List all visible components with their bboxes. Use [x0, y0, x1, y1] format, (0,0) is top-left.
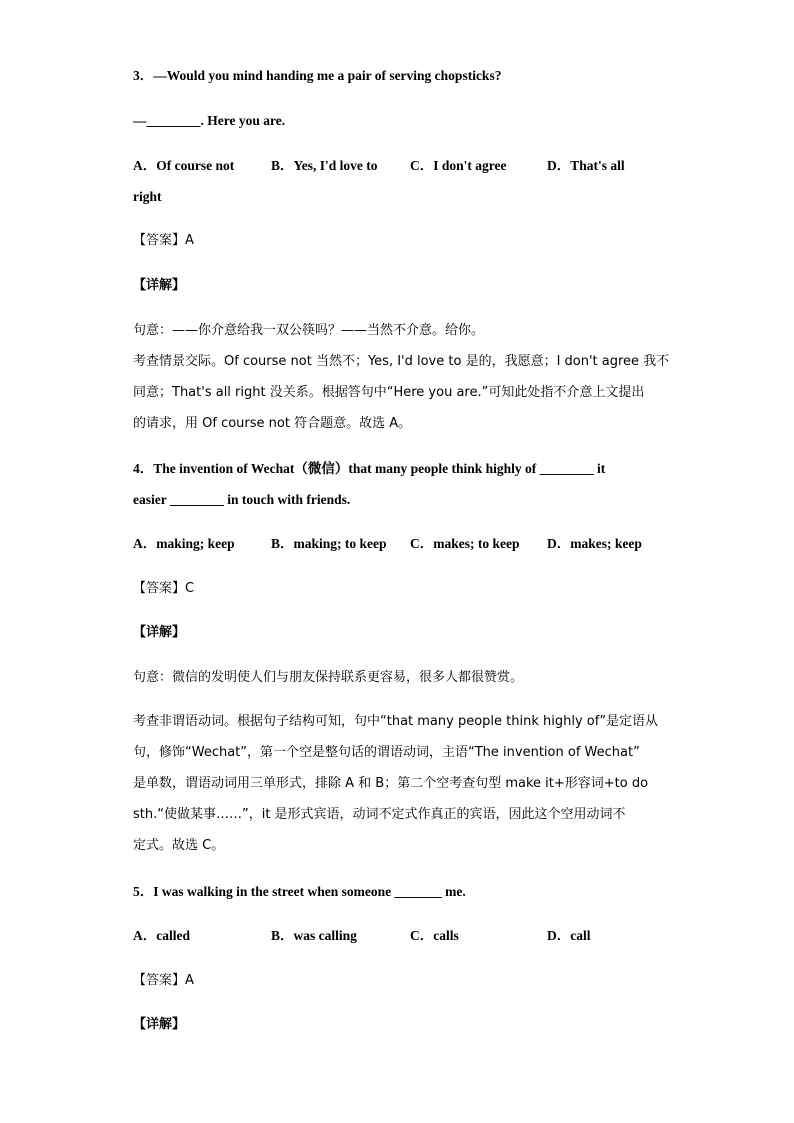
- q4-option-b: B．making; to keep: [271, 536, 387, 551]
- q4-explanation-line: 是单数，谓语动词用三单形式，排除 A 和 B；第二个空考查句型 make it+形容词+to do: [133, 776, 649, 791]
- q5-option-a: A．called: [133, 928, 190, 943]
- q4-explanation-line: 句，修饰“Wechat”，第一个空是整句话的谓语动词，主语“The invention of Wechat”: [133, 745, 640, 760]
- q5-option-b: B．was calling: [271, 928, 357, 943]
- q3-explanation-line: 考查情景交际。Of course not 当然不；Yes, I'd love to 是的，我愿意；I don't agree 我不: [133, 354, 670, 369]
- q3-option-a: A．Of course not: [133, 158, 235, 173]
- q4-option-c: C．makes; to keep: [410, 536, 520, 551]
- q4-answer: 【答案】C: [133, 581, 195, 596]
- q5-option-d: D．call: [547, 928, 591, 943]
- q3-option-d-continued: right: [133, 189, 162, 204]
- q5-detail-heading: 【详解】: [133, 1017, 186, 1032]
- q5-stem: 5．I was walking in the street when someone _______ me.: [133, 884, 466, 899]
- q3-explanation-line: 同意；That's all right 没关系。根据答句中“Here you are.”可知此处指不介意上文提出: [133, 385, 645, 400]
- q4-explanation-line: 定式。故选 C。: [133, 838, 225, 853]
- q3-stem-response: —________. Here you are.: [133, 113, 286, 128]
- q3-explanation-line: 的请求，用 Of course not 符合题意。故选 A。: [133, 416, 412, 431]
- q5-answer: 【答案】A: [133, 973, 194, 988]
- q4-sentence-meaning: 句意：微信的发明使人们与朋友保持联系更容易，很多人都很赞赏。: [133, 670, 524, 685]
- q3-stem: 3．—Would you mind handing me a pair of serving chopsticks?: [133, 68, 502, 83]
- q4-detail-heading: 【详解】: [133, 625, 186, 640]
- q3-option-c: C．I don't agree: [410, 158, 507, 173]
- q3-answer: 【答案】A: [133, 233, 194, 248]
- q3-option-d: D．That's all: [547, 158, 625, 173]
- q3-option-b: B．Yes, I'd love to: [271, 158, 378, 173]
- q3-explanation-line: 句意：——你介意给我一双公筷吗？——当然不介意。给你。: [133, 323, 485, 338]
- q4-explanation-line: sth.“使做某事……”，it 是形式宾语，动词不定式作真正的宾语，因此这个空用动词不: [133, 807, 626, 822]
- q5-option-c: C．calls: [410, 928, 459, 943]
- q3-detail-heading: 【详解】: [133, 278, 186, 293]
- q4-explanation-line: 考查非谓语动词。根据句子结构可知，句中“that many people think highly of”是定语从: [133, 714, 659, 729]
- q4-option-a: A．making; keep: [133, 536, 235, 551]
- q4-stem-continued: easier ________ in touch with friends.: [133, 492, 351, 507]
- q4-option-d: D．makes; keep: [547, 536, 642, 551]
- q4-stem: 4．The invention of Wechat（微信）that many people think highly of ________ it: [133, 461, 606, 476]
